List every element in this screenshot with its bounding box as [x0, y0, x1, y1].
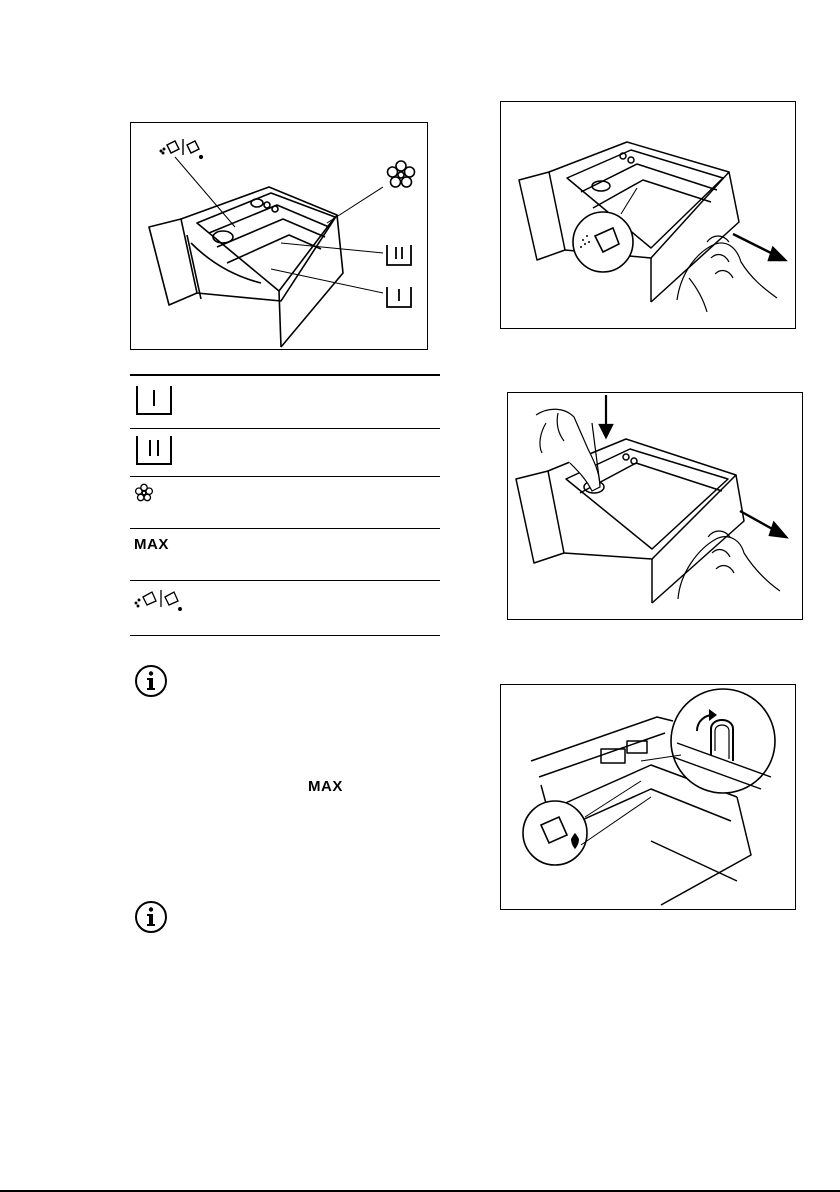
- press-flap-drawing: [508, 393, 802, 619]
- main-wash-compartment-icon: [133, 382, 173, 422]
- flower-softener-icon: [133, 482, 155, 504]
- pull-arrow-icon: [733, 234, 785, 260]
- legend-row-powder-liquid: [130, 580, 440, 636]
- max-level-label: MAX: [134, 536, 169, 553]
- press-flap-figure: [507, 392, 803, 620]
- press-down-arrow-icon: [600, 395, 612, 437]
- flap-zoom-circle: [641, 689, 775, 793]
- pull-arrow-icon: [740, 511, 786, 537]
- info-icon: [134, 900, 168, 934]
- legend-row-main-wash: [130, 374, 440, 429]
- pull-drawer-drawing: [501, 102, 795, 328]
- note-max-label: MAX: [308, 778, 343, 795]
- dispenser-diagram: [130, 122, 428, 350]
- liquid-flap-figure: [500, 684, 796, 910]
- pull-drawer-figure: [500, 101, 796, 329]
- liquid-flap-drawing: [501, 685, 795, 909]
- powder-liquid-flap-icon: [133, 587, 189, 613]
- legend-row-prewash: [130, 426, 440, 477]
- legend-row-softener: [130, 476, 440, 529]
- powder-liquid-callout-icon: [160, 139, 202, 158]
- legend-row-max: [130, 528, 440, 581]
- dispenser-drawing: [131, 123, 427, 349]
- compartment-i-callout-icon: [387, 287, 411, 307]
- hand-pulling: [678, 531, 780, 599]
- flower-callout-icon: [388, 161, 415, 187]
- compartment-ii-callout-icon: [387, 245, 411, 265]
- prewash-compartment-icon: [133, 432, 173, 472]
- info-icon: [134, 664, 168, 698]
